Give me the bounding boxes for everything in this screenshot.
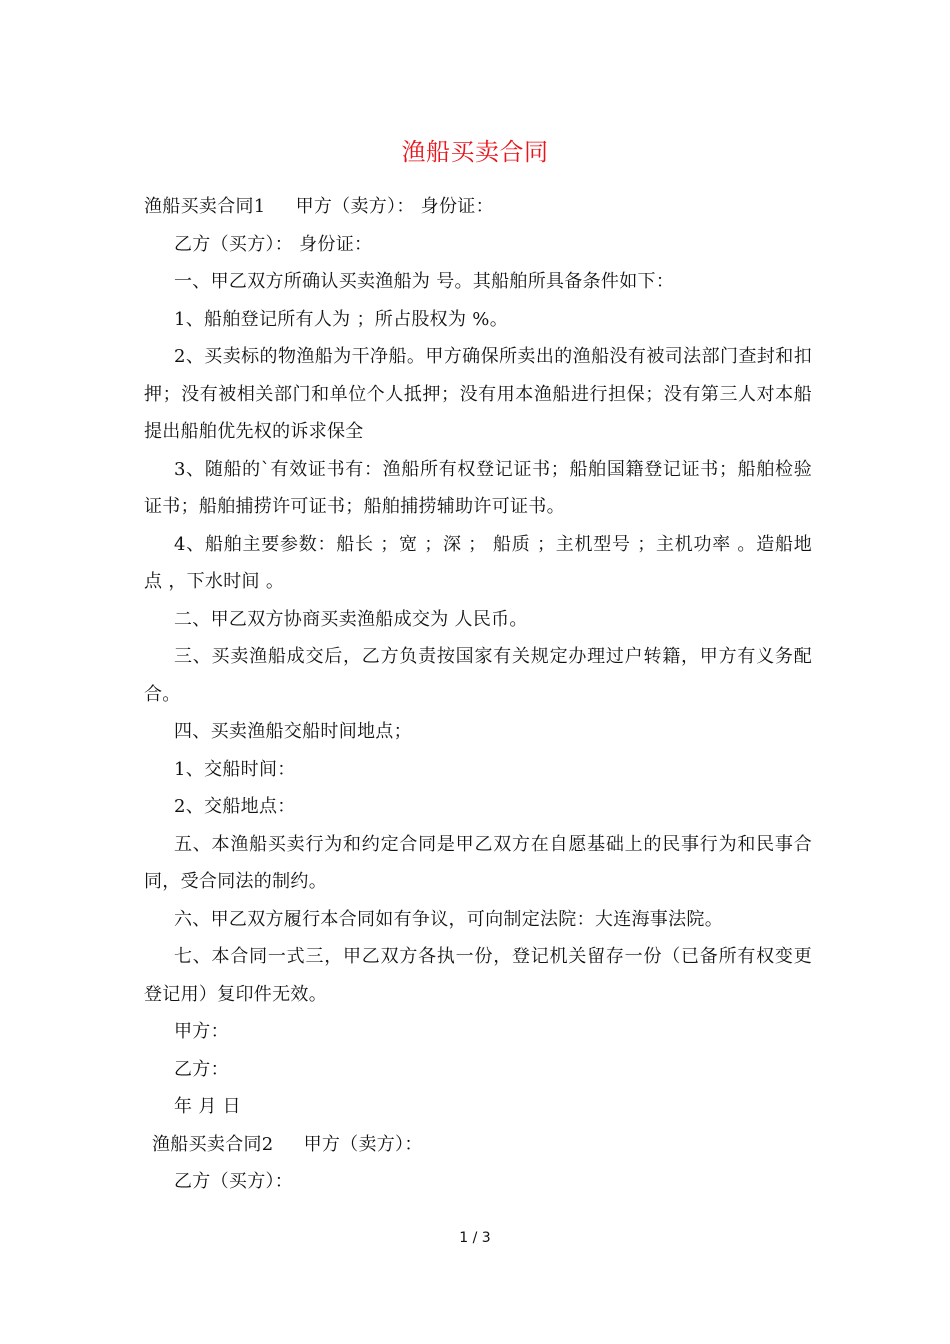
- page-number: 1 / 3: [459, 1230, 491, 1246]
- paragraph: 1、船舶登记所有人为 ；所占股权为 %。: [174, 308, 508, 330]
- party-a-line: 甲方（卖方）： 身份证：: [295, 196, 494, 217]
- contract-heading-1: 渔船买卖合同1: [144, 196, 266, 217]
- paragraph: 六、甲乙双方履行本合同如有争议，可向制定法院：大连海事法院。: [174, 908, 723, 930]
- paragraph: 四、买卖渔船交船时间地点；: [174, 721, 412, 742]
- paragraph: 乙方（买方）： 身份证：: [174, 233, 373, 255]
- paragraph-intro: [144, 188, 812, 226]
- paragraph: 1、交船时间：: [174, 758, 296, 780]
- signature-party-a: 甲方：: [174, 1021, 229, 1042]
- document-title: 渔船买卖合同: [401, 138, 549, 166]
- paragraph-contract-2: [144, 1126, 812, 1164]
- signature-date: 年 月 日: [174, 1096, 241, 1117]
- paragraph: 二、甲乙双方协商买卖渔船成交为 人民币。: [174, 608, 528, 630]
- paragraph: 五、本渔船买卖行为和约定合同是甲乙双方在自愿基础上的民事行为和民事合同，受合同法的制约。: [144, 833, 812, 892]
- party-a-line-2: 甲方（卖方）：: [303, 1133, 423, 1155]
- paragraph: 2、买卖标的物渔船为干净船。甲方确保所卖出的渔船没有被司法部门查封和扣押；没有被相关部门和单位个人抵押；没有用本渔船进行担保；没有第三人对本船提出船舶优先权的诉求保全: [144, 346, 812, 442]
- signature-party-b: 乙方：: [174, 1058, 229, 1080]
- paragraph: 3、随船的`有效证书有：渔船所有权登记证书；船舶国籍登记证书；船舶检验证书；船舶捕捞许可证书；船舶捕捞辅助许可证书。: [144, 458, 812, 517]
- paragraph: 2、交船地点：: [174, 796, 296, 817]
- contract-heading-2: 渔船买卖合同2: [152, 1133, 274, 1155]
- paragraph: 乙方（买方）：: [174, 1171, 294, 1192]
- paragraph: 一、甲乙双方所确认买卖渔船为 号。其船舶所具备条件如下：: [174, 271, 675, 292]
- document-body: [144, 188, 812, 1201]
- paragraph: 4、船舶主要参数：船长 ；宽 ；深 ； 船质 ；主机型号 ；主机功率 。造船地点 ，下水时间 。: [144, 533, 812, 592]
- paragraph: 三、买卖渔船成交后，乙方负责按国家有关规定办理过户转籍，甲方有义务配合。: [144, 646, 812, 705]
- paragraph: 七、本合同一式三，甲乙双方各执一份，登记机关留存一份（已备所有权变更登记用）复印件无效。: [144, 946, 812, 1005]
